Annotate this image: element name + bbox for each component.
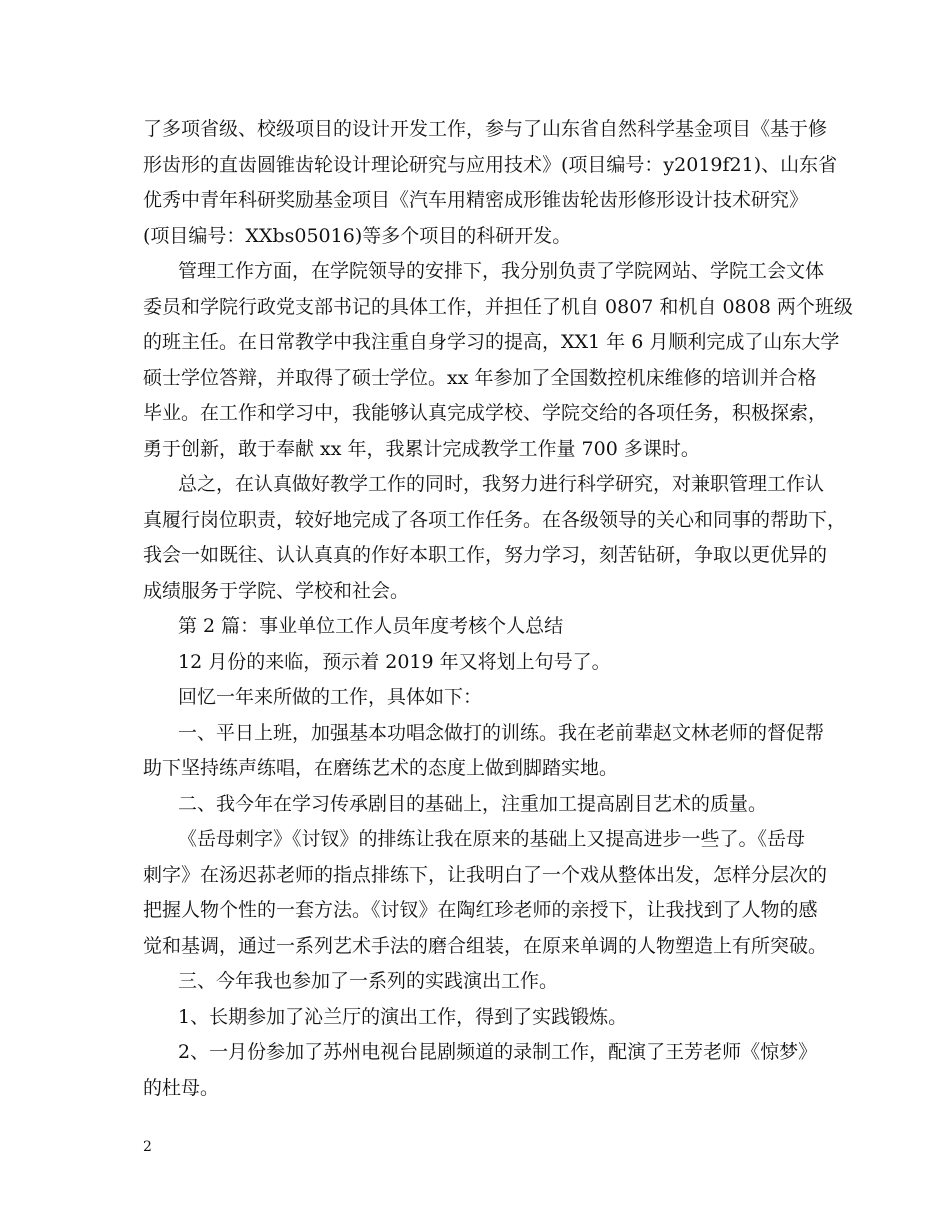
- text-line: 把握人物个性的一套方法。《讨钗》在陶红珍老师的亲授下，让我找到了人物的感: [143, 899, 818, 921]
- document-body: [143, 112, 853, 1106]
- page-number: 2: [143, 1139, 152, 1155]
- text-line: 的班主任。在日常教学中我注重自身学习的提高，XX1 年 6 月顺利完成了山东大学: [143, 331, 840, 353]
- text-line: 第 2 篇：事业单位工作人员年度考核个人总结: [178, 615, 564, 637]
- text-line: 成绩服务于学院、学校和社会。: [143, 579, 410, 602]
- text-line: (项目编号：XXbs05016)等多个项目的科研开发。: [143, 224, 572, 247]
- text-line: 毕业。在工作和学习中，我能够认真完成学校、学院交给的各项任务，积极探索，: [143, 402, 828, 424]
- text-line: 觉和基调，通过一系列艺术手法的磨合组装，在原来单调的人物塑造上有所突破。: [143, 934, 828, 957]
- text-line: 一、平日上班，加强基本功唱念做打的训练。我在老前辈赵文林老师的督促帮: [178, 721, 825, 744]
- text-line: 回忆一年来所做的工作，具体如下：: [178, 686, 483, 708]
- text-line: 总之，在认真做好教学工作的同时，我努力进行科学研究，对兼职管理工作认: [178, 473, 825, 495]
- text-line: 形齿形的直齿圆锥齿轮设计理论研究与应用技术》(项目编号：y2019f21)、山东省: [143, 153, 838, 176]
- text-line: 2、一月份参加了苏州电视台昆剧频道的录制工作，配演了王芳老师《惊梦》: [178, 1041, 818, 1063]
- text-line: 委员和学院行政党支部书记的具体工作，并担任了机自 0807 和机自 0808 两个班级: [143, 295, 853, 318]
- text-line: 二、我今年在学习传承剧目的基础上，注重加工提高剧目艺术的质量。: [178, 792, 768, 815]
- text-line: 12 月份的来临，预示着 2019 年又将划上句号了。: [178, 650, 611, 673]
- text-line: 优秀中青年科研奖励基金项目《汽车用精密成形锥齿轮齿形修形设计技术研究》: [143, 189, 809, 211]
- text-line: 勇于创新，敢于奉献 xx 年，我累计完成教学工作量 700 多课时。: [143, 437, 700, 460]
- text-line: 刺字》在汤迟荪老师的指点排练下，让我明白了一个戏从整体出发，怎样分层次的: [143, 863, 828, 886]
- text-line: 的杜母。: [143, 1076, 220, 1099]
- text-line: 三、今年我也参加了一系列的实践演出工作。: [178, 970, 559, 992]
- text-line: 我会一如既往、认认真真的作好本职工作，努力学习，刻苦钻研，争取以更优异的: [143, 544, 828, 566]
- text-line: 硕士学位答辩，并取得了硕士学位。xx 年参加了全国数控机床维修的培训并合格: [143, 366, 817, 389]
- text-line: 真履行岗位职责，较好地完成了各项工作任务。在各级领导的关心和同事的帮助下，: [143, 508, 847, 531]
- text-line: 1、长期参加了沁兰厅的演出工作，得到了实践锻炼。: [178, 1005, 628, 1028]
- text-line: 《岳母刺字》《讨钗》的排练让我在原来的基础上又提高进步一些了。《岳母: [178, 828, 806, 850]
- text-line: 管理工作方面，在学院领导的安排下，我分别负责了学院网站、学院工会文体: [178, 260, 825, 282]
- text-line: 了多项省级、校级项目的设计开发工作，参与了山东省自然科学基金项目《基于修: [143, 118, 828, 140]
- text-line: 助下坚持练声练唱，在磨练艺术的态度上做到脚踏实地。: [143, 757, 619, 779]
